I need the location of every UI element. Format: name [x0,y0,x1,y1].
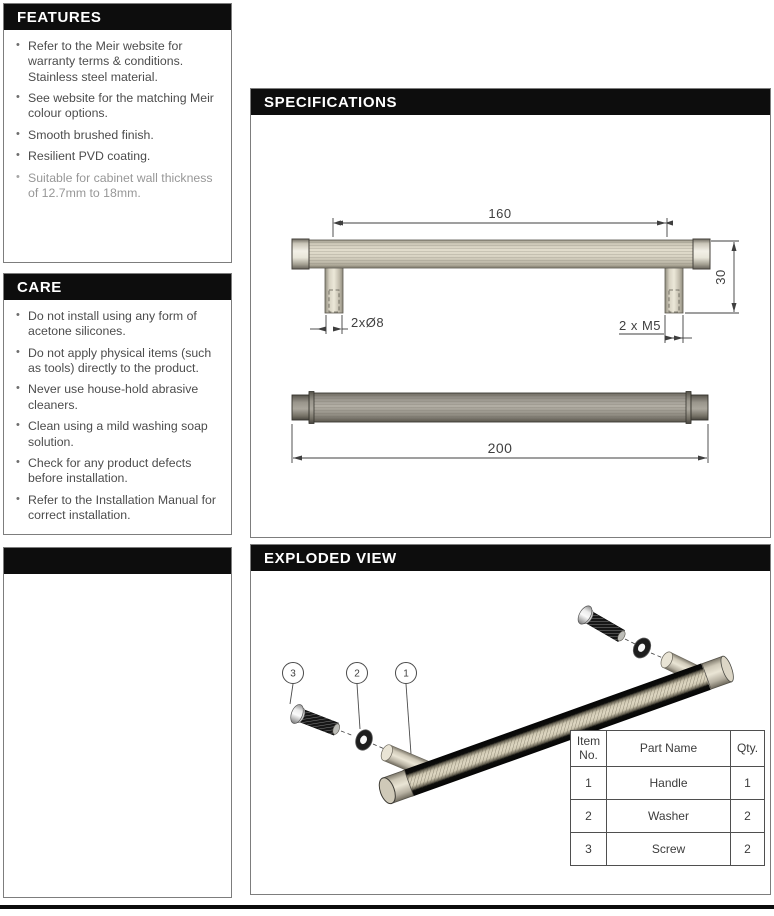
handle-endcap-right [693,239,710,269]
handle-bar-top-grain [309,393,691,422]
balloons [283,663,417,684]
handle-leg-right [665,267,683,313]
features-item: • Refer to the Meir website for warranty terms & conditions. Stainless steel material. [15,39,223,85]
care-header [4,274,231,300]
washer-2 [630,635,654,661]
cell-part-name: Screw [607,833,731,866]
specifications-panel [250,88,771,538]
cell-qty: 2 [731,800,765,833]
assembly-axis-1 [341,731,354,736]
features-item: • Resilient PVD coating. [15,149,223,164]
cell-item-no: 1 [571,767,607,800]
blank-panel-header [4,548,231,574]
exploded-view-title: EXPLODED VIEW [264,549,397,567]
cell-part-name: Washer [607,800,731,833]
table-row [571,833,765,866]
endcap-top-left [292,395,309,420]
screw-2 [575,604,629,647]
screw-1 [288,703,342,740]
cell-qty: 2 [731,833,765,866]
balloon-2-label: 2 [354,668,360,680]
care-item: • Check for any product defects before installation. [15,456,223,487]
dimension-dia8 [310,315,348,334]
flange-left [309,392,314,424]
col-header-part-name: Part Name [607,731,731,767]
parts-table-header-row [571,731,765,767]
exploded-view-header [251,545,770,571]
features-header [4,4,231,30]
care-item: • Refer to the Installation Manual for correct installation. [15,493,223,524]
table-row [571,767,765,800]
care-item: • Do not install using any form of acetone silicones. [15,309,223,340]
specifications-drawing [251,115,770,537]
cell-part-name: Handle [607,767,731,800]
features-title: FEATURES [17,8,102,26]
care-title: CARE [17,278,62,296]
flange-right [686,392,691,424]
handle-bar-grain [308,240,694,268]
table-row [571,800,765,833]
care-item: • Do not apply physical items (such as tools) directly to the product. [15,346,223,377]
features-item: • See website for the matching Meir colour options. [15,91,223,122]
footer-rule [0,905,774,909]
features-item: • Smooth brushed finish. [15,128,223,143]
specifications-header [251,89,770,115]
dim-m5-label: 2 x M5 [618,318,661,333]
balloon-3-label: 3 [290,668,296,680]
specifications-title: SPECIFICATIONS [264,93,398,111]
handle-endcap-left [292,239,309,269]
col-header-item-no: Item No. [571,731,607,767]
balloon-1-label: 1 [403,668,409,680]
dim-dia8-label: 2xØ8 [351,315,385,330]
dim-200-label: 200 [487,440,513,456]
blank-panel [3,547,232,898]
side-view-drawing [292,206,739,343]
endcap-top-right [691,395,708,420]
features-list [4,30,231,201]
assembly-axis-2 [625,639,635,644]
dim-30-label: 30 [713,269,728,285]
features-item: • Suitable for cabinet wall thickness of 12.7mm to 18mm. [15,171,223,202]
exploded-view-panel [250,544,771,895]
col-header-qty: Qty. [731,731,765,767]
care-list [4,300,231,523]
washer-1 [353,727,375,752]
cell-item-no: 3 [571,833,607,866]
handle-leg-left [325,267,343,313]
assembly-axis-2b [651,653,663,658]
parts-table [570,730,765,866]
care-item: • Never use house-hold abrasive cleaners. [15,382,223,413]
care-panel [3,273,232,535]
cell-item-no: 2 [571,800,607,833]
cell-qty: 1 [731,767,765,800]
care-item: • Clean using a mild washing soap solution. [15,419,223,450]
top-view-drawing [292,392,708,464]
features-panel [3,3,232,263]
dim-160-label: 160 [488,206,512,221]
